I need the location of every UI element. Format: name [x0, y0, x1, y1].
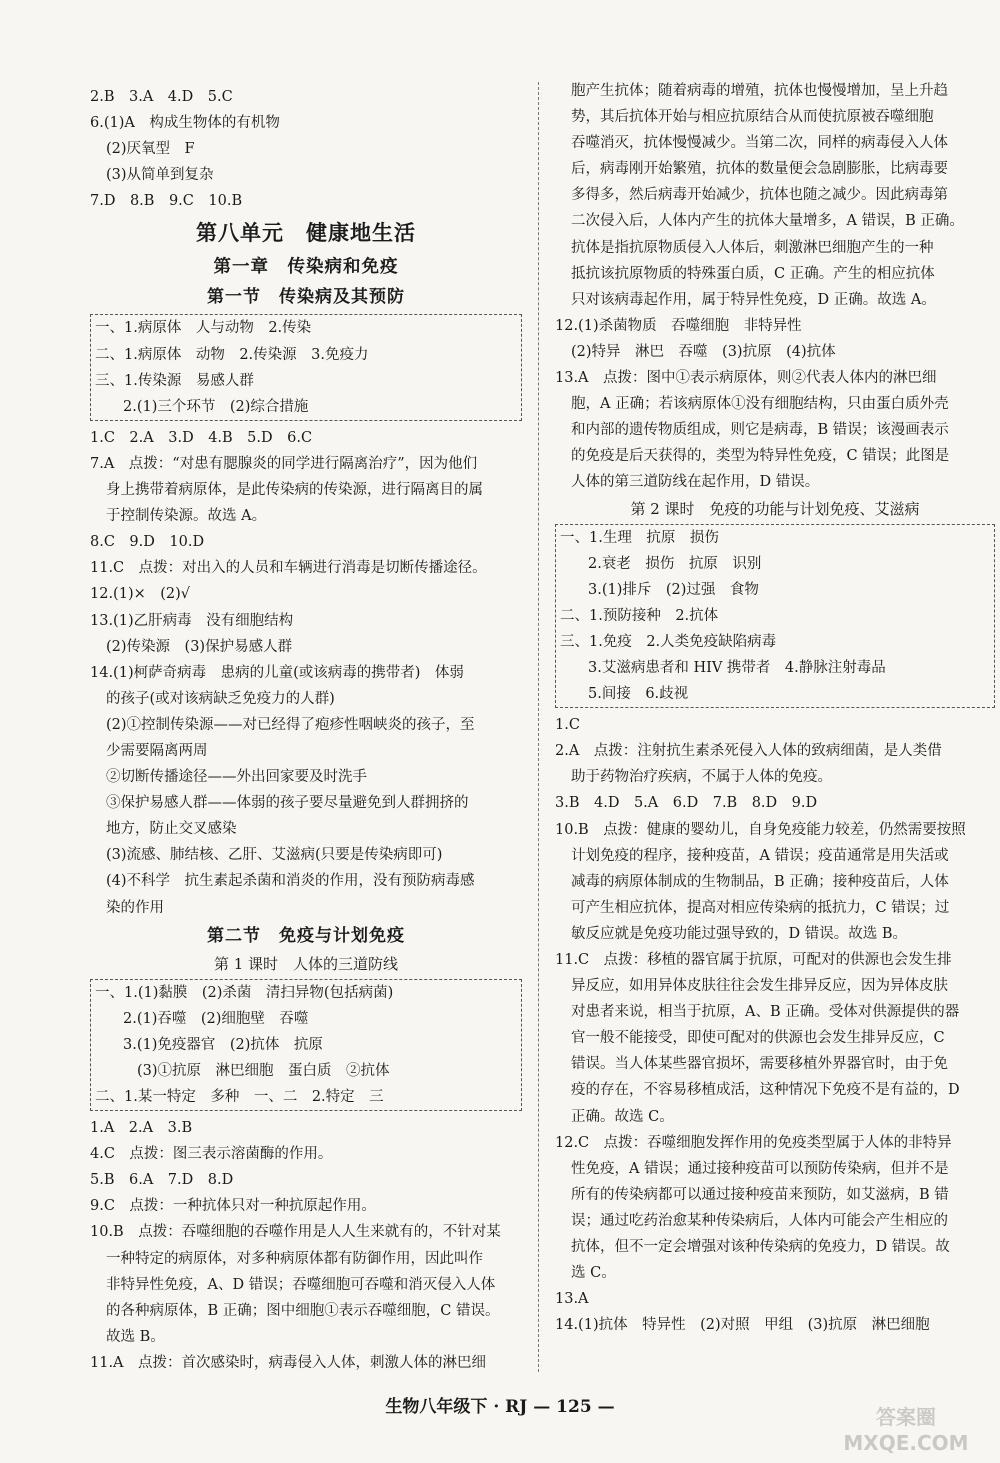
chapter-title: 第一章 传染病和免疫: [213, 257, 399, 278]
page-footer: 生物八年级下 · RJ — 125 —: [385, 1397, 615, 1417]
answer-line: 5.B 6.A 7.D 8.D: [90, 1172, 234, 1189]
answer-line: 势，其后抗体开始与相应抗原结合从而使抗原被吞噬细胞: [571, 109, 934, 126]
answer-line: 误；通过吃药治愈某种传染病后，人体内可能会产生相应的: [571, 1212, 948, 1229]
answer-line: 13.A: [555, 1291, 589, 1308]
box-line: 二、1.预防接种 2.抗体: [560, 607, 719, 624]
answer-line: 12.(1)杀菌物质 吞噬细胞 非特异性: [555, 317, 802, 334]
box-line: 二、1.病原体 动物 2.传染源 3.免疫力: [95, 346, 369, 363]
answer-line: 抵抗该抗原物质的特殊蛋白质，C 正确。产生的相应抗体: [571, 265, 935, 282]
left-column: [90, 84, 522, 1376]
answer-line: 少需要隔离两周: [106, 742, 208, 759]
answer-line: 正确。故选 C。: [571, 1108, 674, 1125]
watermark-line2: MXQE.COM: [843, 1431, 969, 1455]
answer-line: 可产生相应抗体，提高对相应传染病的抵抗力，C 错误；过: [571, 899, 950, 916]
answer-line: (2)特异 淋巴 吞噬 (3)抗原 (4)抗体: [571, 343, 836, 360]
answer-line: 二次侵入后，人体内产生的抗体大量增多，A 错误，B 正确。: [571, 213, 964, 230]
answer-line: 7.A 点拨：“对患有腮腺炎的同学进行隔离治疗”，因为他们: [90, 455, 478, 472]
answer-line: (3)流感、肺结核、乙肝、艾滋病(只要是传染病即可): [106, 847, 443, 864]
answer-line: 9.C 点拨：一种抗体只对一种抗原起作用。: [90, 1198, 376, 1215]
box-line: 2.(1)吞噬 (2)细胞壁 吞噬: [123, 1010, 309, 1027]
answer-line: 官一般不能接受，即使可配对的供源也会发生排异反应，C: [571, 1030, 945, 1047]
box-line: 三、1.免疫 2.人类免疫缺陷病毒: [560, 633, 777, 650]
answer-line: 11.A 点拨：首次感染时，病毒侵入人体，刺激人体的淋巴细: [90, 1354, 487, 1371]
answer-line: 1.C: [555, 717, 580, 734]
answer-line: 地方，防止交叉感染: [106, 821, 237, 838]
section2-answers: [90, 1115, 522, 1376]
answer-line: 选 C。: [571, 1265, 616, 1282]
box-line: 一、1.(1)黏膜 (2)杀菌 清扫异物(包括病菌): [95, 984, 394, 1001]
right-column: [555, 78, 995, 1338]
box-line: 3.艾滋病患者和 HIV 携带者 4.静脉注射毒品: [588, 659, 886, 676]
answer-line: 和内部的遗传物质组成，则它是病毒，B 错误；该漫画表示: [571, 422, 949, 439]
box-line: 一、1.生理 抗原 损伤: [560, 529, 719, 546]
answer-line: 3.B 4.D 5.A 6.D 7.B 8.D 9.D: [555, 795, 818, 812]
box-line: 三、1.传染源 易感人群: [95, 372, 254, 389]
answer-line: 性免疫，A 错误；通过接种疫苗可以预防传染病，但并不是: [571, 1160, 949, 1177]
answer-line: 13.(1)乙肝病毒 没有细胞结构: [90, 612, 294, 629]
fill-in-answer-box: [90, 979, 522, 1111]
answer-line: 10.B 点拨：吞噬细胞的吞噬作用是人人生来就有的，不针对某: [90, 1224, 501, 1241]
fill-in-answer-box: [90, 314, 522, 420]
box-line: (3)①抗原 淋巴细胞 蛋白质 ②抗体: [137, 1062, 390, 1079]
lesson2-answers: [555, 712, 995, 1338]
answer-line: 减毒的病原体制成的生物制品，B 正确；接种疫苗后，人体: [571, 873, 949, 890]
watermark-logo: [826, 1400, 986, 1456]
answer-line: 8.C 9.D 10.D: [90, 534, 205, 551]
answer-line: 的各种病原体，B 正确；图中细胞①表示吞噬细胞，C 错误。: [106, 1302, 500, 1319]
answer-line: 多得多，然后病毒开始减少，抗体也随之减少。因此病毒第: [571, 187, 948, 204]
answer-line: 异反应，如用异体皮肤往往会发生排异反应，因为异体皮肤: [571, 978, 948, 995]
pre-answers: [90, 84, 522, 214]
lesson-title: 第 2 课时 免疫的功能与计划免疫、艾滋病: [630, 499, 920, 518]
answer-line: 1.A 2.A 3.B: [90, 1120, 193, 1137]
answer-line: 助于药物治疗疾病，不属于人体的免疫。: [571, 769, 832, 786]
box-line: 5.间接 6.歧视: [588, 686, 689, 703]
box-line: 2.衰老 损伤 抗原 识别: [588, 555, 762, 572]
answer-line: 对患者来说，相当于抗原，A、B 正确。受体对供源提供的器: [571, 1004, 960, 1021]
column-divider: [538, 82, 539, 1372]
fill-in-answer-box: [555, 524, 995, 709]
answer-line: 染的作用: [106, 899, 164, 916]
answer-line: 12.C 点拨：吞噬细胞发挥作用的免疫类型属于人体的非特异: [555, 1134, 952, 1151]
section-title: 第一节 传染病及其预防: [207, 287, 405, 308]
answer-line: 12.(1)× (2)√: [90, 586, 191, 603]
answer-line: 14.(1)柯萨奇病毒 患病的儿童(或该病毒的携带者) 体弱: [90, 664, 464, 681]
answer-line: 敏反应就是免疫功能过强导致的，D 错误。故选 B。: [571, 925, 907, 942]
answer-line: 所有的传染病都可以通过接种疫苗来预防，如艾滋病，B 错: [571, 1186, 949, 1203]
answer-line: 1.C 2.A 3.D 4.B 5.D 6.C: [90, 429, 313, 446]
answer-line: 10.B 点拨：健康的婴幼儿，自身免疫能力较差，仍然需要按照: [555, 821, 966, 838]
answer-line: 只对该病毒起作用，属于特异性免疫，D 正确。故选 A。: [571, 291, 936, 308]
answer-line: 4.C 点拨：图三表示溶菌酶的作用。: [90, 1146, 333, 1163]
answer-line: 吞噬消灭，抗体慢慢减少。当第二次，同样的病毒侵入人体: [571, 135, 948, 152]
answer-line: ③保护易感人群——体弱的孩子要尽量避免到人群拥挤的: [106, 795, 469, 812]
answer-line: 2.B 3.A 4.D 5.C: [90, 89, 233, 105]
answer-line: ②切断传播途径——外出回家要及时洗手: [106, 769, 367, 786]
answer-line: 人体的第三道防线在起作用，D 错误。: [571, 474, 820, 491]
answer-line: 的孩子(或对该病缺乏免疫力的人群): [106, 690, 335, 707]
answer-line: (4)不科学 抗生素起杀菌和消炎的作用，没有预防病毒感: [106, 873, 475, 890]
answer-line: 抗体是指抗原物质侵入人体后，刺激淋巴细胞产生的一种: [571, 239, 934, 256]
answer-line: 2.A 点拨：注射抗生素杀死侵入人体的致病细菌，是人类借: [555, 743, 942, 760]
answer-line: 身上携带着病原体，是此传染病的传染源，进行隔离目的属: [106, 482, 483, 499]
section-title: 第二节 免疫与计划免疫: [207, 925, 405, 946]
answer-line: (2)①控制传染源——对已经得了疱疹性咽峡炎的孩子，至: [106, 716, 475, 733]
unit-title: 第八单元 健康地生活: [196, 221, 416, 246]
continued-answers: [555, 78, 995, 496]
answer-line: (3)从简单到复杂: [106, 167, 214, 184]
section1-answers: [90, 425, 522, 921]
answer-line: 错误。当人体某些器官损坏，需要移植外界器官时，由于免: [571, 1056, 948, 1073]
answer-line: 后，病毒刚开始繁殖，抗体的数量便会急剧膨胀，比病毒要: [571, 161, 948, 178]
answer-line: (2)厌氧型 F: [106, 141, 195, 158]
answer-line: 7.D 8.B 9.C 10.B: [90, 193, 243, 210]
box-line: 3.(1)排斥 (2)过强 食物: [588, 581, 759, 598]
answer-line: 故选 B。: [106, 1328, 165, 1345]
answer-line: 抗体，但不一定会增强对该种传染病的免疫力，D 错误。故: [571, 1239, 950, 1256]
watermark-line1: 答案圈: [876, 1405, 936, 1429]
answer-line: 于控制传染源。故选 A。: [106, 508, 267, 525]
answer-line: 11.C 点拨：移植的器官属于抗原，可配对的供源也会发生排: [555, 952, 952, 968]
lesson-title: 第 1 课时 人体的三道防线: [213, 954, 399, 973]
answer-line: 非特异性免疫，A、D 错误；吞噬细胞可吞噬和消灭侵入人体: [106, 1276, 496, 1293]
answer-line: 6.(1)A 构成生物体的有机物: [90, 115, 280, 132]
answer-line: 胞，A 正确；若该病原体①没有细胞结构，只由蛋白质外壳: [571, 396, 949, 413]
answer-line: 14.(1)抗体 特异性 (2)对照 甲组 (3)抗原 淋巴细胞: [555, 1317, 930, 1334]
answer-line: 计划免疫的程序，接种疫苗，A 错误；疫苗通常是用失活或: [571, 847, 949, 864]
answer-line: 的免疫是后天获得的，类型为特异性免疫，C 错误；此图是: [571, 448, 950, 465]
answer-line: 一种特定的病原体，对多种病原体都有防御作用，因此叫作: [106, 1250, 483, 1267]
box-line: 一、1.病原体 人与动物 2.传染: [95, 320, 312, 337]
box-line: 3.(1)免疫器官 (2)抗体 抗原: [123, 1036, 323, 1053]
answer-line: 胞产生抗体；随着病毒的增殖，抗体也慢慢增加，呈上升趋: [571, 83, 948, 99]
answer-line: (2)传染源 (3)保护易感人群: [106, 638, 293, 655]
answer-line: 13.A 点拨：图中①表示病原体，则②代表人体内的淋巴细: [555, 370, 937, 387]
box-line: 二、1.某一特定 多种 一、二 2.特定 三: [95, 1089, 384, 1105]
answer-line: 11.C 点拨：对出入的人员和车辆进行消毒是切断传播途径。: [90, 560, 487, 577]
answer-line: 疫的存在，不容易移植成活，这种情况下免疫不是有益的，D: [571, 1082, 960, 1099]
box-line: 2.(1)三个环节 (2)综合措施: [123, 398, 309, 415]
